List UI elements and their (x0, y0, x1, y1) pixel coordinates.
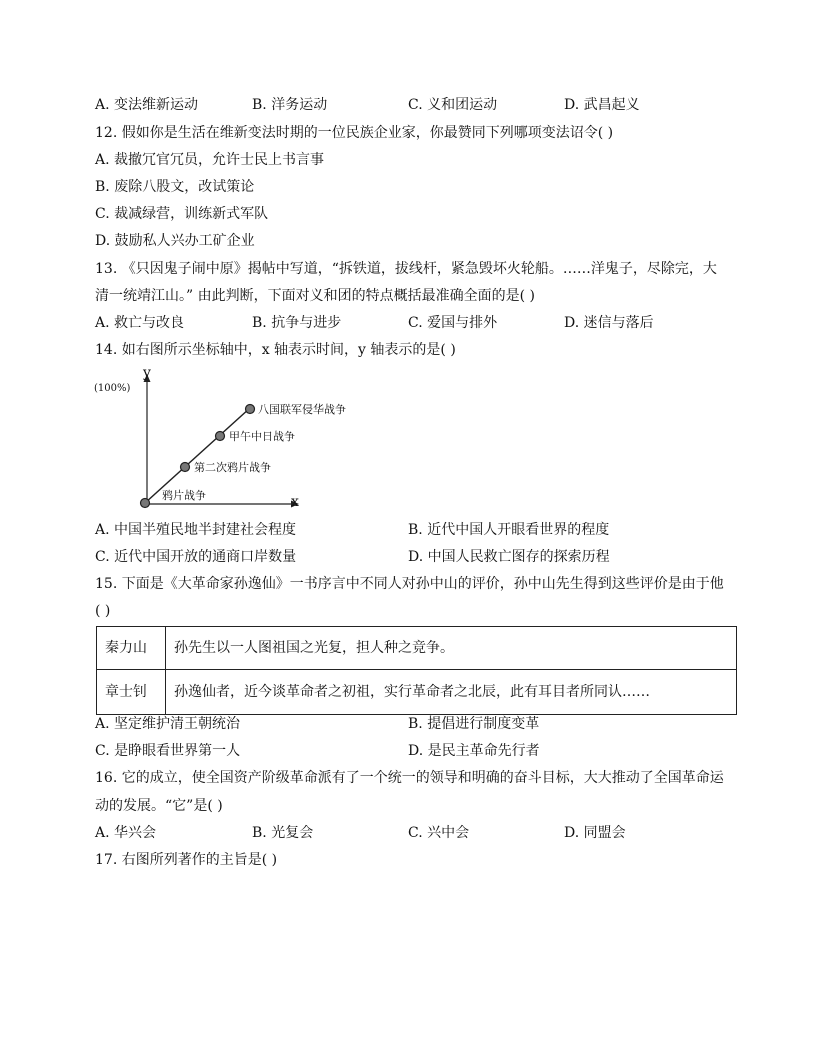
q16-option-a: A. 华兴会 (95, 825, 157, 841)
q14-option-d: D. 中国人民救亡图存的探索历程 (408, 549, 610, 565)
q12-option-a: A. 裁撤冗官冗员，允许士民上书言事 (95, 152, 325, 168)
point-eight-nation-invasion (246, 405, 255, 414)
label-opium-war: 鸦片战争 (162, 489, 206, 502)
table-row (97, 670, 737, 715)
q17-stem: 17. 右图所列著作的主旨是( ) (95, 852, 278, 868)
q14-option-a: A. 中国半殖民地半封建社会程度 (95, 522, 297, 538)
q16-stem-line-2: 动的发展。“它”是( ) (95, 798, 223, 814)
q13-option-d: D. 迷信与落后 (564, 315, 654, 331)
q15-option-d: D. 是民主革命先行者 (408, 743, 540, 759)
q15-quote-table (96, 626, 737, 715)
q11-option-b: B. 洋务运动 (252, 97, 328, 113)
quote-text: 孙逸仙者，近今谈革命者之初祖，实行革命者之北辰，此有耳目者所同认…… (166, 670, 737, 715)
q14-option-b: B. 近代中国人开眼看世界的程度 (408, 522, 610, 538)
q14-stem: 14. 如右图所示坐标轴中，x 轴表示时间，y 轴表示的是( ) (95, 342, 456, 358)
q16-option-d: D. 同盟会 (564, 825, 626, 841)
quote-text: 孙先生以一人图祖国之光复，担人种之竞争。 (166, 627, 737, 670)
q12-option-c: C. 裁减绿营，训练新式军队 (95, 206, 269, 222)
q11-option-c: C. 义和团运动 (408, 97, 498, 113)
q16-stem-line-1: 16. 它的成立，使全国资产阶级革命派有了一个统一的领导和明确的奋斗目标，大大推动了全国革命运 (95, 770, 724, 786)
point-opium-war (141, 499, 150, 508)
quote-author: 秦力山 (97, 627, 166, 670)
q15-option-a: A. 坚定维护清王朝统治 (95, 716, 241, 732)
q15-option-c: C. 是睁眼看世界第一人 (95, 743, 241, 759)
q15-stem-line-2: ( ) (95, 603, 111, 619)
quote-author: 章士钊 (97, 670, 166, 715)
label-eight-nation-invasion: 八国联军侵华战争 (258, 403, 346, 416)
q14-option-c: C. 近代中国开放的通商口岸数量 (95, 549, 297, 565)
point-sino-japanese-war (216, 432, 225, 441)
q13-stem-line-2: 清一统靖江山。” 由此判断，下面对义和团的特点概括最准确全面的是( ) (95, 288, 535, 304)
label-sino-japanese-war: 甲午中日战争 (229, 430, 295, 443)
q11-option-a: A. 变法维新运动 (95, 97, 199, 113)
y-axis-label: y (143, 365, 151, 381)
q13-option-c: C. 爱国与排外 (408, 315, 498, 331)
x-axis-label: x (291, 494, 299, 510)
q16-option-c: C. 兴中会 (408, 825, 470, 841)
table-row (97, 627, 737, 670)
q12-stem: 12. 假如你是生活在维新变法时期的一位民族企业家，你最赞同下列哪项变法诏令( ) (95, 125, 614, 141)
q16-option-b: B. 光复会 (252, 825, 314, 841)
q11-option-d: D. 武昌起义 (564, 97, 640, 113)
point-second-opium-war (181, 463, 190, 472)
q12-option-d: D. 鼓励私人兴办工矿企业 (95, 233, 255, 249)
q13-option-b: B. 抗争与进步 (252, 315, 342, 331)
q15-stem-line-1: 15. 下面是《大革命家孙逸仙》一书序言中不同人对孙中山的评价，孙中山先生得到这些评价是由于他 (95, 576, 724, 592)
q13-stem-line-1: 13. 《只因鬼子闹中原》揭帖中写道，“拆铁道，拔线杆，紧急毁坏火轮船。……洋鬼子，尽除完，大 (95, 261, 717, 277)
q15-option-b: B. 提倡进行制度变革 (408, 716, 540, 732)
y-max-label: (100%) (94, 383, 131, 394)
q14-coordinate-figure (90, 362, 370, 520)
label-second-opium-war: 第二次鸦片战争 (194, 461, 271, 474)
q13-option-a: A. 救亡与改良 (95, 315, 185, 331)
q12-option-b: B. 废除八股文，改试策论 (95, 179, 255, 195)
